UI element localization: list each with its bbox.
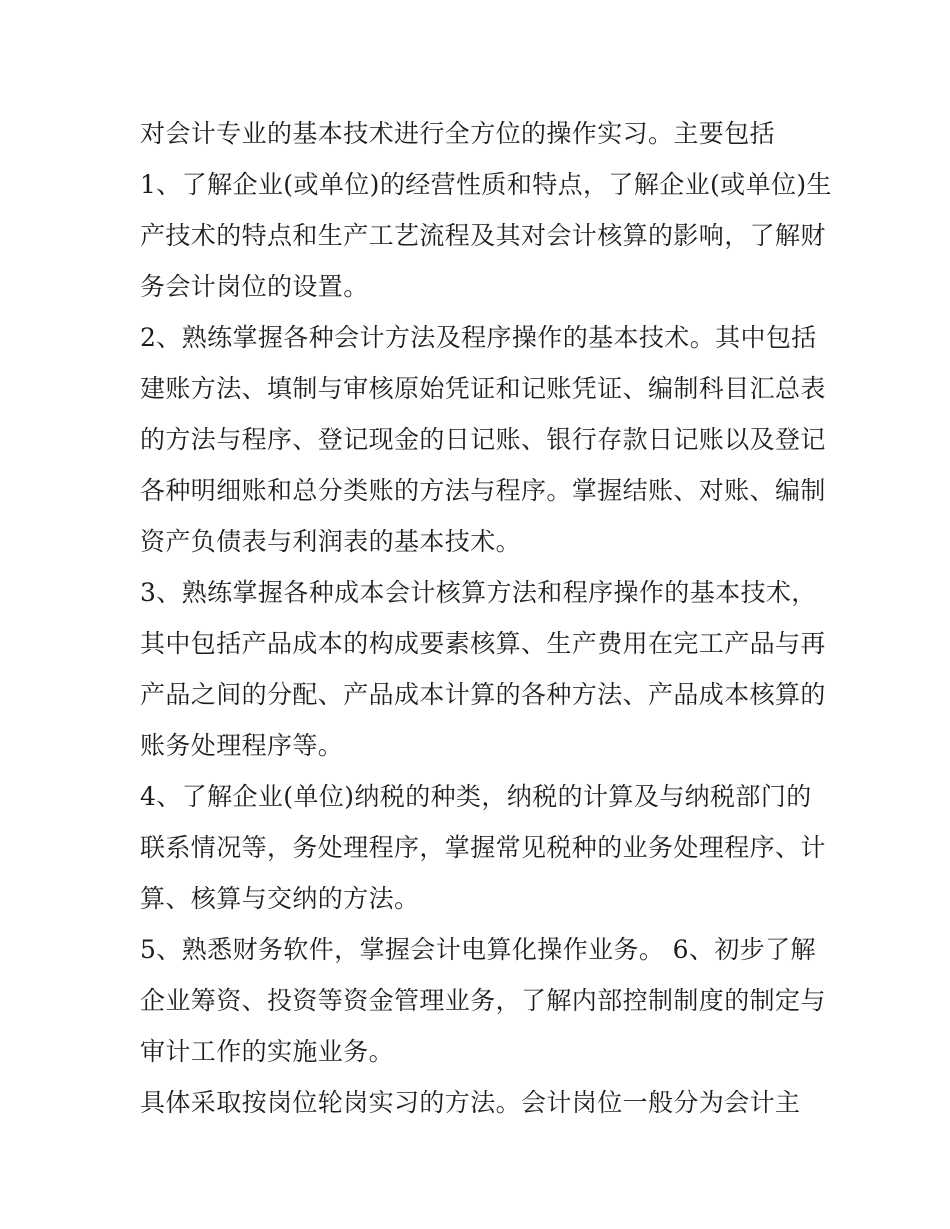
text-line: 的方法与程序、登记现金的日记账、银行存款日记账以及登记	[140, 425, 826, 454]
text-line: 建账方法、填制与审核原始凭证和记账凭证、编制科目汇总表	[140, 374, 826, 403]
text-line: 账务处理程序等。	[140, 731, 344, 760]
text-line: 对会计专业的基本技术进行全方位的操作实习。主要包括	[140, 119, 776, 148]
text-line: 联系情况等，务处理程序，掌握常见税种的业务处理程序、计	[140, 833, 826, 862]
text-line: 1、了解企业(或单位)的经营性质和特点，了解企业(或单位)生	[140, 170, 832, 199]
text-line: 各种明细账和总分类账的方法与程序。掌握结账、对账、编制	[140, 476, 826, 505]
text-line: 审计工作的实施业务。	[140, 1037, 395, 1066]
text-line: 务会计岗位的设置。	[140, 272, 369, 301]
text-line: 企业筹资、投资等资金管理业务，了解内部控制制度的制定与	[140, 986, 826, 1015]
text-line: 算、核算与交纳的方法。	[140, 884, 420, 913]
text-line: 资产负债表与利润表的基本技术。	[140, 527, 522, 556]
text-line: 4、了解企业(单位)纳税的种类，纳税的计算及与纳税部门的	[140, 782, 812, 811]
text-line: 产品之间的分配、产品成本计算的各种方法、产品成本核算的	[140, 680, 826, 709]
text-line: 其中包括产品成本的构成要素核算、生产费用在完工产品与再	[140, 629, 826, 658]
text-line: 3、熟练掌握各种成本会计核算方法和程序操作的基本技术，	[140, 578, 817, 607]
document-body	[140, 108, 832, 1128]
text-line: 具体采取按岗位轮岗实习的方法。会计岗位一般分为会计主	[140, 1088, 801, 1117]
text-line: 2、熟练掌握各种会计方法及程序操作的基本技术。其中包括	[140, 323, 817, 352]
text-line: 产技术的特点和生产工艺流程及其对会计核算的影响，了解财	[140, 221, 826, 250]
text-line: 5、熟悉财务软件，掌握会计电算化操作业务。 6、初步了解	[140, 935, 816, 964]
